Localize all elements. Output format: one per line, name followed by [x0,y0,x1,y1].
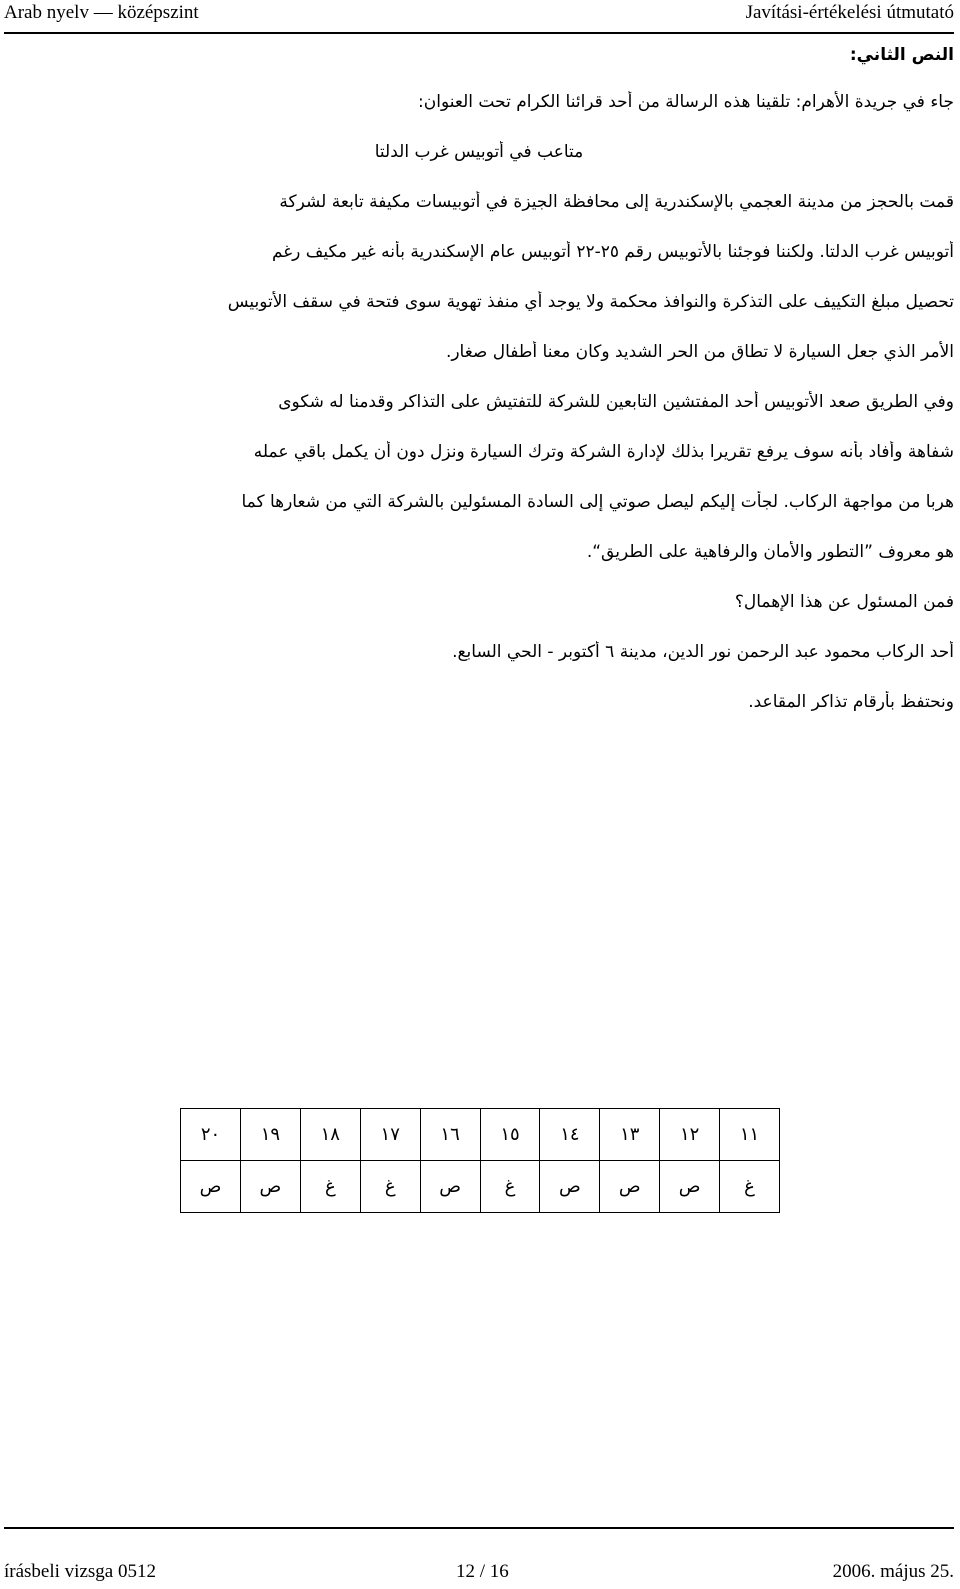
answer-cell: غ [720,1161,780,1213]
answer-row [181,1161,780,1213]
question-number-cell: ١٩ [240,1109,300,1161]
answer-cell: غ [480,1161,540,1213]
passage-line: شفاهة وأفاد بأنه سوف يرفع تقريرا بذلك لإدارة الشركة وترك السيارة ونزل دون أن يكمل باقي عمله [253,442,954,462]
answer-cell: ص [660,1161,720,1213]
question-number-cell: ٢٠ [181,1109,241,1161]
passage-line: فمن المسئول عن هذا الإهمال؟ [734,592,954,612]
letter-heading: متاعب في أتوبيس غرب الدلتا [374,142,584,162]
question-number-cell: ١٣ [600,1109,660,1161]
question-number-cell: ١٤ [540,1109,600,1161]
question-number-cell: ١٨ [300,1109,360,1161]
passage-line: هو معروف ”التطور والأمان والرفاهية على الطريق“. [586,542,954,562]
arabic-passage [4,44,954,741]
passage-line: أحد الركاب محمود عبد الرحمن نور الدين، مدينة ٦ أكتوبر - الحي السابع. [452,642,954,662]
header-subject: Arab nyelv — középszint [4,2,199,23]
question-number-cell: ١١ [720,1109,780,1161]
passage-line: هربا من مواجهة الركاب. لجأت إليكم ليصل صوتي إلى السادة المسئولين بالشركة التي من شعارها كما [241,492,954,512]
passage-line: أتوبيس غرب الدلتا. ولكننا فوجئنا بالأتوبيس رقم ٢٥-٢٢ أتوبيس عام الإسكندرية بأنه غير مكيف رغم [271,242,954,262]
footer-exam-code: írásbeli vizsga 0512 [4,1561,156,1582]
question-number-cell: ١٥ [480,1109,540,1161]
page-header [4,2,954,34]
question-number-cell: ١٧ [360,1109,420,1161]
footer-date: 2006. május 25. [832,1561,954,1582]
passage-line: وفي الطريق صعد الأتوبيس أحد المفتشين التابعين للشركة للتفتيش على التذاكر وقدمنا له شكوى [278,392,954,412]
question-number-cell: ١٦ [420,1109,480,1161]
passage-line: جاء في جريدة الأهرام: تلقينا هذه الرسالة من أحد قرائنا الكرام تحت العنوان: [418,92,954,112]
passage-line: ونحتفظ بأرقام تذاكر المقاعد. [748,692,954,712]
passage-line: تحصيل مبلغ التكييف على التذكرة والنوافذ محكمة ولا يوجد أي منفذ تهوية سوى فتحة في سقف الأتوبيس [227,292,954,312]
answer-cell: غ [300,1161,360,1213]
passage-line: قمت بالحجز من مدينة العجمي بالإسكندرية إلى محافظة الجيزة في أتوبيسات مكيفة تابعة لشركة [279,192,954,212]
passage-title: النص الثاني: [849,45,954,65]
question-number-row [181,1109,780,1161]
page-footer [4,1527,954,1582]
answer-key-table [180,1108,780,1213]
answer-cell: غ [360,1161,420,1213]
footer-page-number: 12 / 16 [456,1561,509,1582]
header-guide-title: Javítási-értékelési útmutató [745,2,954,23]
answer-cell: ص [540,1161,600,1213]
answer-cell: ص [181,1161,241,1213]
question-number-cell: ١٢ [660,1109,720,1161]
answer-key-table-wrapper [180,1108,780,1213]
answer-cell: ص [420,1161,480,1213]
passage-line: الأمر الذي جعل السيارة لا تطاق من الحر الشديد وكان معنا أطفال صغار. [445,342,954,362]
answer-cell: ص [600,1161,660,1213]
answer-cell: ص [240,1161,300,1213]
